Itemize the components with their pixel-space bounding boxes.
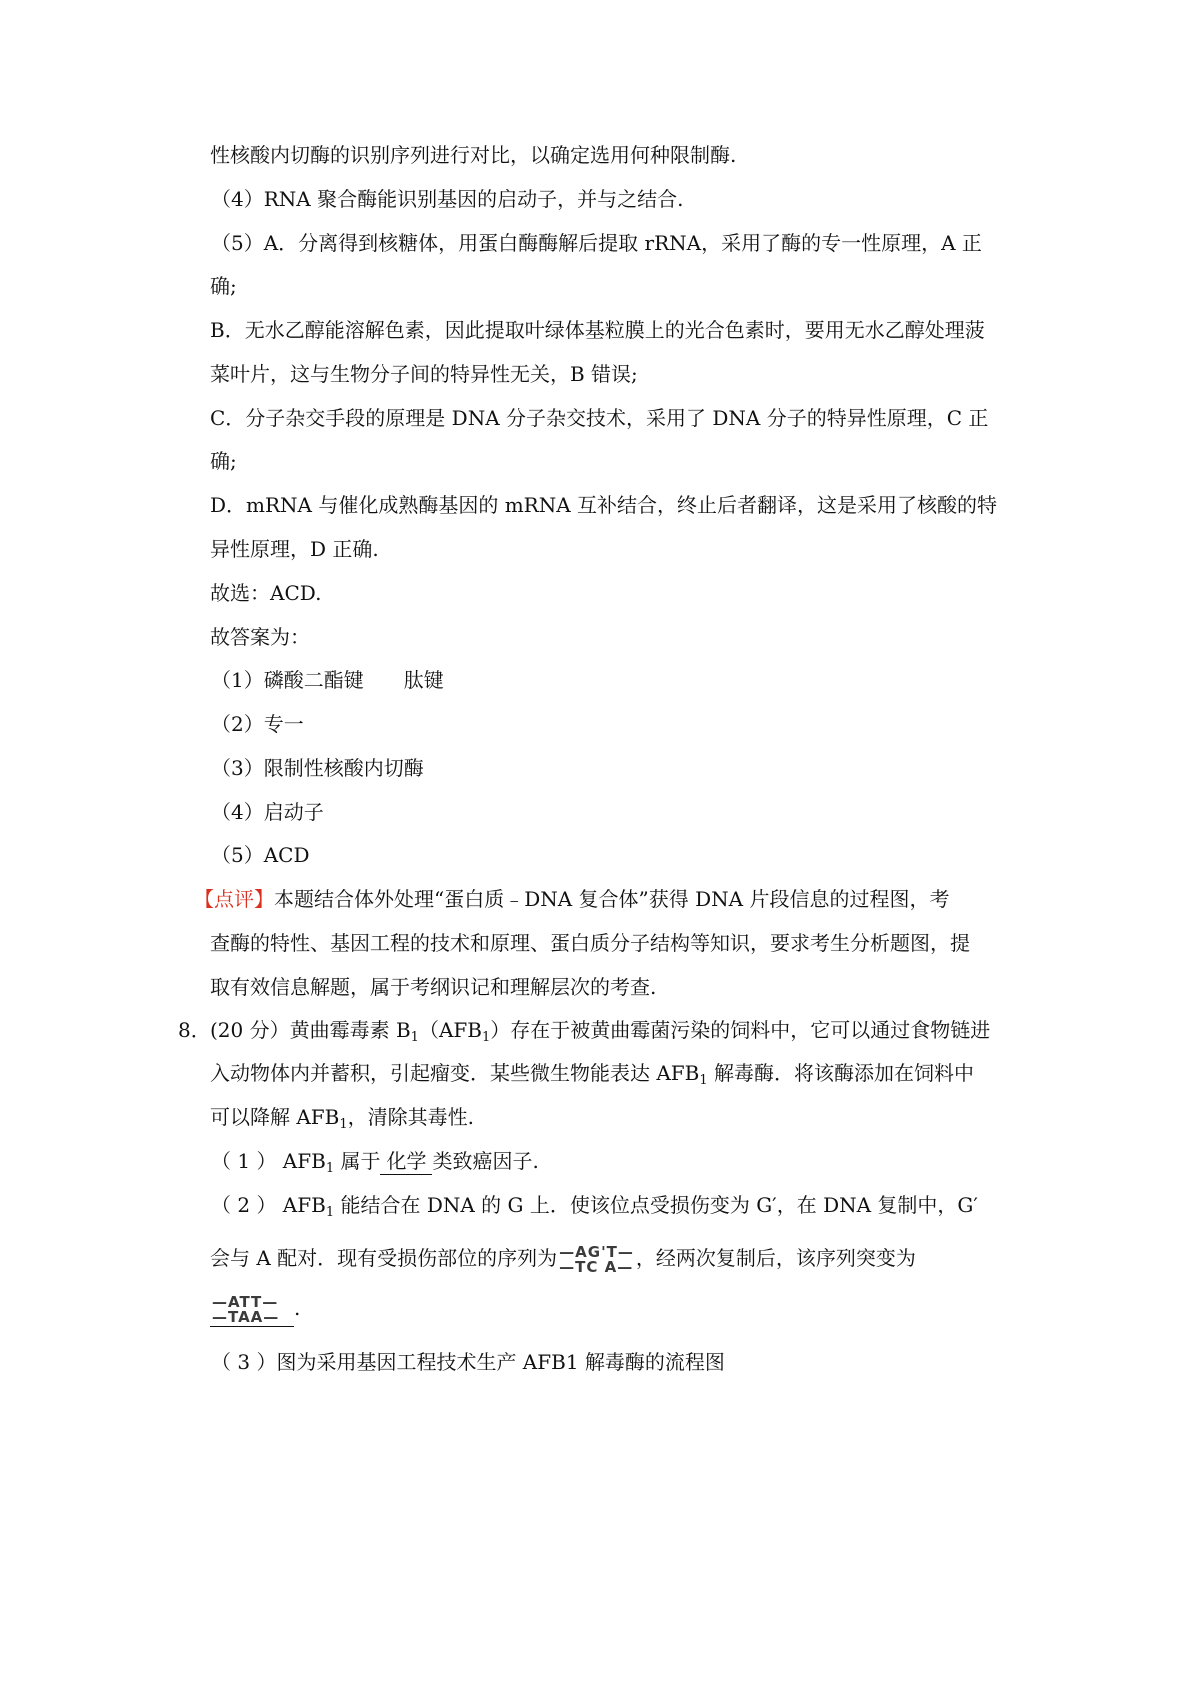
subscript: 1: [699, 1073, 708, 1088]
comment-tag: 【点评】: [194, 887, 274, 911]
question-text: 会与 A 配对．现有受损伤部位的序列为: [210, 1246, 558, 1270]
comment-line-3: 取有效信息解题，属于考纲识记和理解层次的考查.: [210, 975, 657, 999]
question-text: 入动物体内并蓄积，引起瘤变．某些微生物能表达 AFB: [210, 1061, 700, 1085]
sequence-strand: —TC A—: [559, 1257, 634, 1276]
question-text: ，经两次复制后，该序列突变为: [635, 1246, 916, 1270]
question-text: ，清除其毒性.: [347, 1105, 475, 1129]
question-line: [210, 1059, 1030, 1087]
mutant-sequence: [212, 1292, 280, 1326]
subscript: 1: [325, 1205, 335, 1220]
subquestion-2-line-3: [210, 1290, 1030, 1327]
subscript: 1: [339, 1117, 348, 1132]
comment-line-1: [194, 885, 1014, 913]
answer-item: （2）专一: [211, 712, 304, 736]
question-text: （ 1 ） AFB: [211, 1149, 326, 1173]
subquestion-2: [211, 1191, 1031, 1219]
question-text: 可以降解 AFB: [210, 1105, 340, 1129]
question-text: （AFB: [418, 1018, 482, 1042]
analysis-line: C．分子杂交手段的原理是 DNA 分子杂交技术，采用了 DNA 分子的特异性原理，C 正: [210, 406, 989, 430]
sequence-strand: —AG'T—: [559, 1242, 634, 1261]
damaged-sequence: [559, 1242, 634, 1276]
question-number: 8．: [178, 1018, 211, 1042]
sequence-strand: —ATT—: [212, 1292, 279, 1311]
analysis-line: D．mRNA 与催化成熟酶基因的 mRNA 互补结合，终止后者翻译，这是采用了核酸的特: [210, 493, 998, 517]
analysis-line: 异性原理，D 正确.: [210, 537, 379, 561]
question-intro: [210, 1016, 1030, 1044]
question-text: (20 分）黄曲霉毒素 B: [210, 1018, 411, 1042]
analysis-line: 确;: [210, 274, 237, 298]
subquestion-2-line-2: [210, 1240, 1030, 1276]
answer-item: （5）ACD: [211, 843, 310, 867]
answer-item: （1）磷酸二酯键 肽键: [211, 668, 444, 692]
answer-item: （3）限制性核酸内切酶: [211, 756, 424, 780]
question-text: ）存在于被黄曲霉菌污染的饲料中，它可以通过食物链进: [490, 1018, 991, 1042]
subscript: 1: [481, 1030, 491, 1045]
analysis-line: （5）A．分离得到核糖体，用蛋白酶酶解后提取 rRNA，采用了酶的专一性原理，A 正: [211, 231, 982, 255]
answer-item: （4）启动子: [211, 800, 324, 824]
analysis-line: （4）RNA 聚合酶能识别基因的启动子，并与之结合.: [211, 187, 684, 211]
answer-intro: 故答案为：: [210, 625, 310, 649]
subscript: 1: [325, 1161, 335, 1176]
subquestion-3: （ 3 ）图为采用基因工程技术生产 AFB1 解毒酶的流程图: [211, 1350, 725, 1374]
subquestion-1: [211, 1147, 1031, 1175]
analysis-line: 性核酸内切酶的识别序列进行对比，以确定选用何种限制酶.: [210, 143, 737, 167]
question-text: .: [294, 1296, 301, 1320]
sequence-strand: —TAA—: [212, 1307, 280, 1326]
question-text: 解毒酶．将该酶添加在饲料中: [707, 1061, 975, 1085]
question-text: （ 2 ） AFB: [211, 1193, 326, 1217]
question-text: 能结合在 DNA 的 G 上．使该位点受损伤变为 G′，在 DNA 复制中，G′: [334, 1193, 978, 1217]
question-text: 类致癌因子.: [432, 1149, 539, 1173]
analysis-line: 确;: [210, 449, 237, 473]
answer-blank: [210, 1290, 294, 1327]
analysis-line: 菜叶片，这与生物分子间的特异性无关，B 错误;: [210, 362, 638, 386]
question-line: [210, 1103, 1030, 1131]
comment-text: 本题结合体外处理“蛋白质﹣DNA 复合体”获得 DNA 片段信息的过程图，考: [274, 887, 950, 911]
answer-blank: 化学: [380, 1148, 432, 1175]
choice-line: 故选：ACD.: [210, 581, 322, 605]
comment-line-2: 查酶的特性、基因工程的技术和原理、蛋白质分子结构等知识，要求考生分析题图，提: [210, 931, 970, 955]
question-text: 属于: [334, 1149, 381, 1173]
subscript: 1: [410, 1030, 419, 1045]
analysis-line: B．无水乙醇能溶解色素，因此提取叶绿体基粒膜上的光合色素时，要用无水乙醇处理菠: [210, 318, 985, 342]
